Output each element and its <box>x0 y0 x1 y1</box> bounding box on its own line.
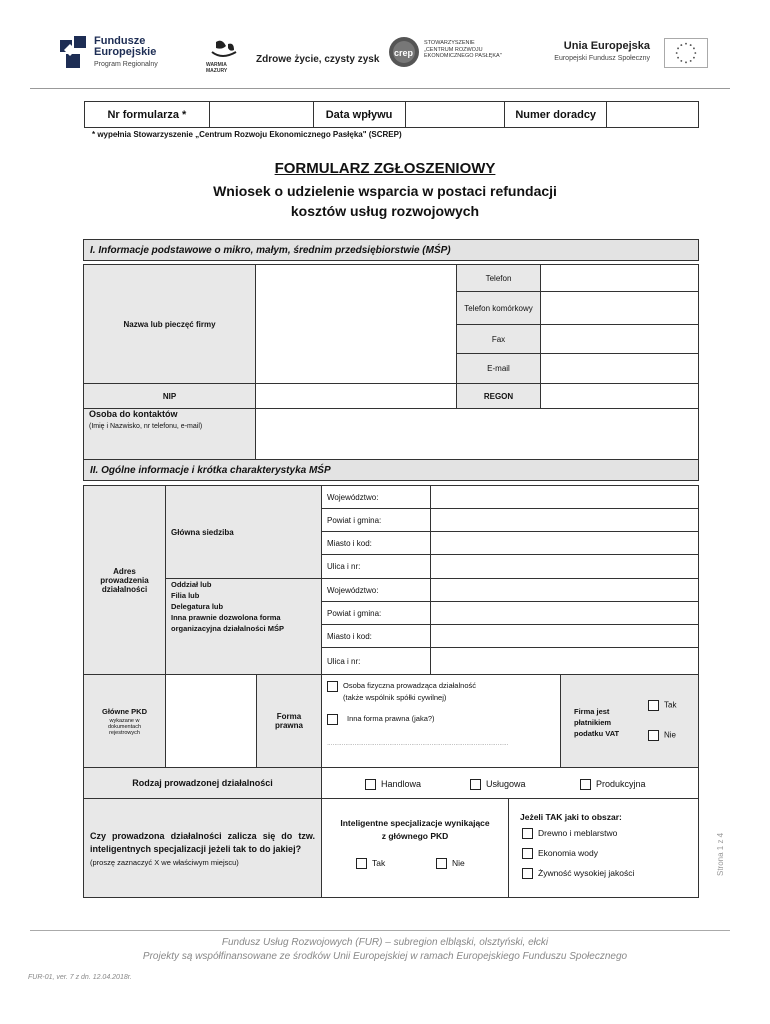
header-divider <box>30 88 730 89</box>
nr-formularza-label: Nr formularza * <box>85 102 210 128</box>
zywnosc-label: Żywność wysokiej jakości <box>538 868 635 878</box>
pytanie-text: Czy prowadzona działalności zalicza się do tzw. inteligentnych specjalizacji jeżeli tak to do jakiej? <box>90 830 315 854</box>
oddzial-ulica-label: Ulica i nr: <box>321 647 431 675</box>
handlowa-label: Handlowa <box>381 779 422 789</box>
ue-sub: Europejski Fundusz Społeczny <box>554 55 650 62</box>
telefon-kom-label: Telefon komórkowy <box>456 291 541 325</box>
inna-forma-dots[interactable]: ……………………………………………………………………………………… <box>327 741 509 747</box>
drewno-checkbox[interactable] <box>522 828 533 839</box>
oddzial-miasto-field[interactable] <box>430 624 699 648</box>
intel-cell <box>321 798 509 898</box>
nr-formularza-field[interactable] <box>209 102 313 128</box>
intel-tak-checkbox[interactable] <box>356 858 367 869</box>
uslugowa-checkbox[interactable] <box>470 779 481 790</box>
intel-nie-option[interactable] <box>436 858 465 869</box>
produkcyjna-checkbox[interactable] <box>580 779 591 790</box>
osoba-hint: (Imię i Nazwisko, nr telefonu, e-mail) <box>89 423 203 430</box>
footer-line2: Projekty są współfinansowane ze środków Unii Europejskiej w ramach Europejskiego Funduszu Społecznego <box>142 951 628 962</box>
slogan: Zdrowe życie, czysty zysk <box>256 54 380 65</box>
fe-star-icon <box>60 36 88 72</box>
oddzial-line5: organizacyjna działalności MŚP <box>171 624 284 633</box>
osoba-fiz-line1: Osoba fizyczna prowadząca działalność <box>343 681 476 690</box>
intel-label: Inteligentne specjalizacje wynikające z głównego PKD <box>340 818 490 841</box>
intel-tak-option[interactable] <box>356 858 385 869</box>
warmia-mazury-logo <box>202 38 246 74</box>
svg-text:crep: crep <box>394 48 414 58</box>
inna-forma-label: Inna forma prawna (jaka?) <box>347 714 435 724</box>
rodzaj-label: Rodzaj prowadzonej działalności <box>83 767 322 799</box>
fax-label: Fax <box>456 324 541 354</box>
osoba-label-cell <box>83 408 256 460</box>
intel-nie-label: Nie <box>452 858 465 868</box>
inna-forma-checkbox[interactable] <box>327 714 338 725</box>
data-wplywu-field[interactable] <box>405 102 505 128</box>
screp-line2: „CENTRUM ROZWOJU <box>424 46 483 53</box>
glowna-wojewodztwo-field[interactable] <box>430 485 699 509</box>
data-wplywu-label: Data wpływu <box>313 102 405 128</box>
svg-text:WARMIA: WARMIA <box>206 62 227 68</box>
produkcyjna-option[interactable] <box>580 779 646 790</box>
eu-flag-icon <box>664 38 708 68</box>
nazwa-label: Nazwa lub pieczęć firmy <box>83 264 256 384</box>
logo-bar <box>60 30 710 80</box>
svg-text:MAZURY: MAZURY <box>206 68 228 74</box>
nazwa-field[interactable] <box>255 264 457 384</box>
oddzial-line3: Delegatura lub <box>171 602 224 611</box>
regon-label: REGON <box>456 383 541 409</box>
oddzial-line4: Inna prawnie dozwolona forma <box>171 613 281 622</box>
oddzial-ulica-field[interactable] <box>430 647 699 675</box>
produkcyjna-label: Produkcyjna <box>596 779 646 789</box>
footer-version: FUR-01, ver. 7 z dn. 12.04.2018r. <box>28 974 132 981</box>
form-subtitle-line1: Wniosek o udzielenie wsparcia w postaci refundacji <box>213 183 557 199</box>
oddzial-wojewodztwo-label: Województwo: <box>321 578 431 602</box>
osoba-fiz-line2: (także wspólnik spółki cywilnej) <box>343 692 447 702</box>
osoba-label: Osoba do kontaktów <box>89 409 178 419</box>
screp-line1: STOWARZYSZENIE <box>424 40 475 46</box>
nip-field[interactable] <box>255 383 457 409</box>
fe-line2: Europejskie <box>94 46 157 58</box>
zywnosc-checkbox[interactable] <box>522 868 533 879</box>
glowna-ulica-field[interactable] <box>430 554 699 579</box>
intel-tak-label: Tak <box>372 858 386 868</box>
pytanie-hint: (proszę zaznaczyć X we właściwym miejscu) <box>90 857 239 867</box>
fe-line1: Fundusze <box>94 35 146 47</box>
vat-nie-label: Nie <box>664 730 677 740</box>
ue-title: Unia Europejska <box>563 40 650 52</box>
oddzial-line1: Oddział lub <box>171 580 212 589</box>
screp-logo <box>388 36 420 68</box>
pytanie-cell <box>83 798 322 898</box>
osoba-fizyczna-option[interactable] <box>327 680 476 703</box>
pkd-label-cell <box>83 674 166 768</box>
handlowa-option[interactable] <box>365 779 421 790</box>
form-title: FORMULARZ ZGŁOSZENIOWY <box>274 160 496 177</box>
footer-line1: Fundusz Usług Rozwojowych (FUR) – subregion elbląski, olsztyński, ełcki <box>221 937 549 948</box>
osoba-field[interactable] <box>255 408 699 460</box>
vat-tak-checkbox[interactable] <box>648 700 659 711</box>
intel-nie-checkbox[interactable] <box>436 858 447 869</box>
vat-nie-option[interactable] <box>648 730 676 741</box>
email-field[interactable] <box>540 353 699 384</box>
fe-line3: Program Regionalny <box>94 61 158 68</box>
pkd-hint3: rejestrowych <box>109 729 140 736</box>
nr-note: * wypełnia Stowarzyszenie „Centrum Rozwoju Ekonomicznego Pasłęka" (SCREP) <box>92 130 402 139</box>
ekonomia-option[interactable] <box>522 848 598 859</box>
page-number: Strona 1 z 4 <box>716 832 725 876</box>
uslugowa-label: Usługowa <box>486 779 526 789</box>
adres-label: Adres prowadzenia działalności <box>83 485 166 675</box>
obszar-label: Jeżeli TAK jaki to obszar: <box>520 812 622 822</box>
pkd-hint1: wykazane w <box>109 717 140 724</box>
screp-text <box>424 40 502 60</box>
glowna-wojewodztwo-label: Województwo: <box>321 485 431 509</box>
telefon-field[interactable] <box>540 264 699 292</box>
glowna-miasto-field[interactable] <box>430 531 699 555</box>
numer-doradcy-label: Numer doradcy <box>505 102 607 128</box>
glowna-ulica-label: Ulica i nr: <box>321 554 431 579</box>
fax-field[interactable] <box>540 324 699 354</box>
oddzial-miasto-label: Miasto i kod: <box>321 624 431 648</box>
nr-formularza-table <box>84 101 699 128</box>
vat-tak-label: Tak <box>664 700 677 710</box>
oddzial-powiat-label: Powiat i gmina: <box>321 601 431 625</box>
pkd-field[interactable] <box>165 674 257 768</box>
zywnosc-option[interactable] <box>522 868 634 879</box>
pkd-title: Główne PKD <box>101 706 147 716</box>
nip-label: NIP <box>83 383 256 409</box>
numer-doradcy-field[interactable] <box>607 102 699 128</box>
handlowa-checkbox[interactable] <box>365 779 376 790</box>
fundusze-europejskie-logo <box>60 36 158 72</box>
vat-nie-checkbox[interactable] <box>648 730 659 741</box>
telefon-label: Telefon <box>456 264 541 292</box>
form-subtitle <box>185 181 585 221</box>
vat-tak-option[interactable] <box>648 700 676 711</box>
glowna-powiat-field[interactable] <box>430 508 699 532</box>
regon-field[interactable] <box>540 383 699 409</box>
glowna-siedziba-label: Główna siedziba <box>165 485 322 579</box>
form-subtitle-line2: kosztów usług rozwojowych <box>290 203 480 219</box>
footer-divider <box>30 930 730 931</box>
section2-heading: II. Ogólne informacje i krótka charakterystyka MŚP <box>83 459 699 481</box>
ekonomia-label: Ekonomia wody <box>538 848 599 858</box>
email-label: E-mail <box>456 353 541 384</box>
forma-prawna-label: Forma prawna <box>256 674 322 768</box>
inna-forma-option[interactable] <box>327 714 435 725</box>
oddzial-wojewodztwo-field[interactable] <box>430 578 699 602</box>
vat-label: Firma jest płatnikiem podatku VAT <box>574 707 620 738</box>
osoba-fizyczna-checkbox[interactable] <box>327 681 338 692</box>
glowna-powiat-label: Powiat i gmina: <box>321 508 431 532</box>
drewno-option[interactable] <box>522 828 617 839</box>
pkd-hint2: dokumentach <box>107 723 142 730</box>
glowna-miasto-label: Miasto i kod: <box>321 531 431 555</box>
uslugowa-option[interactable] <box>470 779 526 790</box>
section1-heading: I. Informacje podstawowe o mikro, małym, średnim przedsiębiorstwie (MŚP) <box>83 239 699 261</box>
oddzial-powiat-field[interactable] <box>430 601 699 625</box>
oddzial-label <box>165 578 322 675</box>
screp-line3: EKONOMICZNEGO PASŁĘKA" <box>424 53 502 59</box>
oddzial-line2: Filia lub <box>171 591 200 600</box>
ekonomia-checkbox[interactable] <box>522 848 533 859</box>
drewno-label: Drewno i meblarstwo <box>538 828 618 838</box>
ue-text <box>544 40 650 62</box>
telefon-kom-field[interactable] <box>540 291 699 325</box>
